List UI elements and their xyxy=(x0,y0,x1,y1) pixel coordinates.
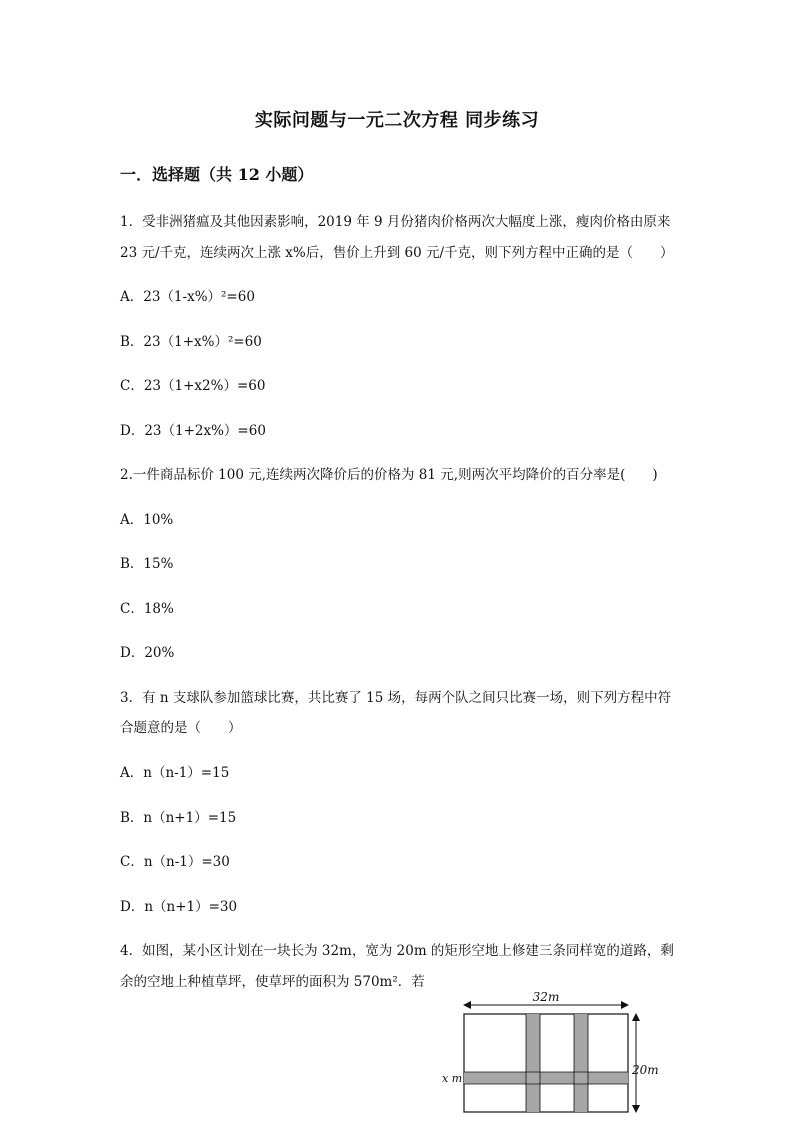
road-diagram xyxy=(440,986,660,1116)
q1-option-d: D．23（1+2x%）=60 xyxy=(120,423,266,439)
q3-line2: 合题意的是（ ） xyxy=(120,720,242,736)
q1-option-b: B．23（1+x%）²=60 xyxy=(120,334,262,350)
q1-line2: 23 元/千克，连续两次上涨 x%后，售价上升到 60 元/千克，则下列方程中正确的是（ ） xyxy=(120,245,674,261)
height-label: 20m xyxy=(632,1063,659,1077)
road-vertical-2 xyxy=(574,1014,588,1112)
q3-option-a: A．n（n-1）=15 xyxy=(120,765,230,781)
q1-line1: 1．受非洲猪瘟及其他因素影响，2019 年 9 月份猪肉价格两次大幅度上涨，瘦肉价格由原来 xyxy=(120,214,671,230)
q2-line1: 2.一件商品标价 100 元,连续两次降价后的价格为 81 元,则两次平均降价的百分率是( ) xyxy=(120,467,658,483)
q2-option-d: D．20% xyxy=(120,645,175,661)
section-heading: 一．选择题（共 12 小题） xyxy=(120,165,314,184)
q3-option-d: D．n（n+1）=30 xyxy=(120,899,238,915)
q2-option-c: C．18% xyxy=(120,601,174,617)
q3-option-b: B．n（n+1）=15 xyxy=(120,810,237,826)
road-vertical-1 xyxy=(526,1014,540,1112)
q2-option-a: A．10% xyxy=(120,512,174,528)
road-width-label: x m xyxy=(442,1072,463,1085)
width-label: 32m xyxy=(532,990,560,1004)
q4-line1: 4．如图，某小区计划在一块长为 32m，宽为 20m 的矩形空地上修建三条同样宽的道路，剩 xyxy=(120,943,674,959)
q1-option-c: C．23（1+x2%）=60 xyxy=(120,378,266,394)
q4-line2: 余的空地上种植草坪，使草坪的面积为 570m²．若 xyxy=(120,974,425,990)
page-title: 实际问题与一元二次方程 同步练习 xyxy=(254,110,540,131)
q2-option-b: B．15% xyxy=(120,556,174,572)
q3-line1: 3．有 n 支球队参加篮球比赛，共比赛了 15 场，每两个队之间只比赛一场，则下列方程中符 xyxy=(120,690,672,706)
q3-option-c: C．n（n-1）=30 xyxy=(120,854,230,870)
road-diagram-svg xyxy=(440,986,660,1116)
q1-option-a: A．23（1-x%）²=60 xyxy=(120,289,255,305)
road-horizontal xyxy=(464,1072,628,1084)
plot-rectangle xyxy=(464,1014,628,1112)
